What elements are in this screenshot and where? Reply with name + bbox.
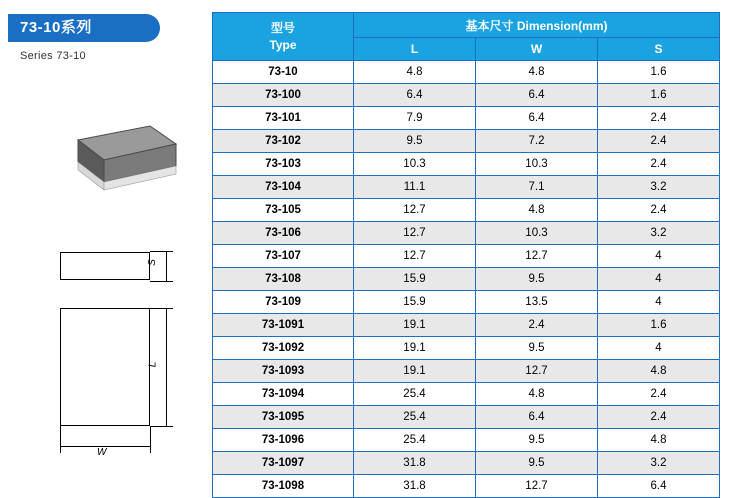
table-row <box>213 383 720 406</box>
table-row <box>213 337 720 360</box>
table-row <box>213 176 720 199</box>
cell-w: 6.4 <box>476 84 598 107</box>
cell-l: 19.1 <box>354 314 476 337</box>
table-row <box>213 222 720 245</box>
cell-s: 4 <box>598 245 720 268</box>
cell-l: 25.4 <box>354 406 476 429</box>
table-row <box>213 107 720 130</box>
cell-w: 6.4 <box>476 406 598 429</box>
cell-w: 9.5 <box>476 452 598 475</box>
cell-w: 9.5 <box>476 268 598 291</box>
cell-l: 9.5 <box>354 130 476 153</box>
table-row <box>213 314 720 337</box>
cell-s: 4.8 <box>598 360 720 383</box>
cell-l: 25.4 <box>354 429 476 452</box>
cell-w: 7.2 <box>476 130 598 153</box>
isometric-block-illustration <box>50 118 180 208</box>
table-row <box>213 360 720 383</box>
table-row <box>213 84 720 107</box>
cell-l: 15.9 <box>354 268 476 291</box>
dimension-table-wrapper <box>212 12 720 498</box>
l-dimension-indicator <box>147 305 182 429</box>
cell-type: 73-106 <box>213 222 354 245</box>
cell-w: 9.5 <box>476 429 598 452</box>
dimension-table <box>212 12 720 498</box>
cell-type: 73-1093 <box>213 360 354 383</box>
cell-s: 6.4 <box>598 475 720 498</box>
cell-l: 31.8 <box>354 452 476 475</box>
header-type <box>213 13 354 61</box>
cell-s: 2.4 <box>598 199 720 222</box>
series-subtitle: Series 73-10 <box>20 50 86 62</box>
cell-w: 2.4 <box>476 314 598 337</box>
cell-w: 9.5 <box>476 337 598 360</box>
cell-s: 4 <box>598 291 720 314</box>
cell-type: 73-1097 <box>213 452 354 475</box>
cell-type: 73-100 <box>213 84 354 107</box>
cell-s: 3.2 <box>598 176 720 199</box>
table-row <box>213 61 720 84</box>
side-view-rectangle <box>60 252 150 280</box>
table-header <box>213 13 720 61</box>
table-row <box>213 291 720 314</box>
cell-w: 4.8 <box>476 199 598 222</box>
cell-type: 73-1094 <box>213 383 354 406</box>
cell-w: 4.8 <box>476 61 598 84</box>
cell-s: 2.4 <box>598 383 720 406</box>
cell-type: 73-102 <box>213 130 354 153</box>
cell-w: 7.1 <box>476 176 598 199</box>
w-dimension-indicator <box>55 432 155 460</box>
cell-type: 73-105 <box>213 199 354 222</box>
cell-l: 19.1 <box>354 337 476 360</box>
cell-l: 12.7 <box>354 245 476 268</box>
block-3d-icon <box>50 118 180 208</box>
table-row <box>213 406 720 429</box>
cell-s: 1.6 <box>598 84 720 107</box>
table-row <box>213 452 720 475</box>
table-row <box>213 245 720 268</box>
cell-type: 73-1091 <box>213 314 354 337</box>
s-dimension-label: S <box>146 259 158 266</box>
header-type-cn: 型号 <box>270 21 295 36</box>
table-row <box>213 475 720 498</box>
header-l: L <box>354 38 476 61</box>
table-body <box>213 61 720 498</box>
header-dimension: 基本尺寸 Dimension(mm) <box>354 13 720 38</box>
table-row <box>213 153 720 176</box>
cell-s: 1.6 <box>598 314 720 337</box>
cell-type: 73-107 <box>213 245 354 268</box>
cell-l: 11.1 <box>354 176 476 199</box>
cell-type: 73-108 <box>213 268 354 291</box>
w-dimension-label: W <box>97 447 107 458</box>
header-s: S <box>598 38 720 61</box>
cell-s: 4 <box>598 337 720 360</box>
cell-s: 2.4 <box>598 406 720 429</box>
cell-type: 73-1098 <box>213 475 354 498</box>
cell-l: 12.7 <box>354 222 476 245</box>
cell-type: 73-1095 <box>213 406 354 429</box>
header-type-en: Type <box>269 37 297 52</box>
cell-l: 15.9 <box>354 291 476 314</box>
cell-s: 2.4 <box>598 130 720 153</box>
cell-l: 19.1 <box>354 360 476 383</box>
cell-type: 73-101 <box>213 107 354 130</box>
header-row-primary <box>213 13 720 38</box>
cell-l: 6.4 <box>354 84 476 107</box>
cell-l: 12.7 <box>354 199 476 222</box>
cell-l: 4.8 <box>354 61 476 84</box>
cell-w: 6.4 <box>476 107 598 130</box>
cell-l: 31.8 <box>354 475 476 498</box>
cell-type: 73-1096 <box>213 429 354 452</box>
cell-s: 2.4 <box>598 107 720 130</box>
cell-type: 73-109 <box>213 291 354 314</box>
cell-w: 10.3 <box>476 153 598 176</box>
series-badge: 73-10系列 <box>8 14 160 42</box>
cell-s: 4.8 <box>598 429 720 452</box>
cell-l: 10.3 <box>354 153 476 176</box>
cell-l: 25.4 <box>354 383 476 406</box>
cell-s: 2.4 <box>598 153 720 176</box>
table-row <box>213 268 720 291</box>
table-row <box>213 130 720 153</box>
cell-w: 4.8 <box>476 383 598 406</box>
cell-type: 73-104 <box>213 176 354 199</box>
cell-s: 4 <box>598 268 720 291</box>
cell-w: 12.7 <box>476 245 598 268</box>
cell-type: 73-103 <box>213 153 354 176</box>
cell-w: 12.7 <box>476 475 598 498</box>
table-row <box>213 429 720 452</box>
cell-type: 73-10 <box>213 61 354 84</box>
cell-w: 12.7 <box>476 360 598 383</box>
cell-s: 3.2 <box>598 452 720 475</box>
cell-w: 10.3 <box>476 222 598 245</box>
cell-s: 1.6 <box>598 61 720 84</box>
cell-l: 7.9 <box>354 107 476 130</box>
cell-w: 13.5 <box>476 291 598 314</box>
left-illustration-panel <box>0 0 212 493</box>
cell-s: 3.2 <box>598 222 720 245</box>
table-row <box>213 199 720 222</box>
header-w: W <box>476 38 598 61</box>
cell-type: 73-1092 <box>213 337 354 360</box>
s-dimension-indicator <box>146 245 182 287</box>
top-view-rectangle <box>60 308 150 426</box>
l-dimension-label: L <box>147 361 159 368</box>
